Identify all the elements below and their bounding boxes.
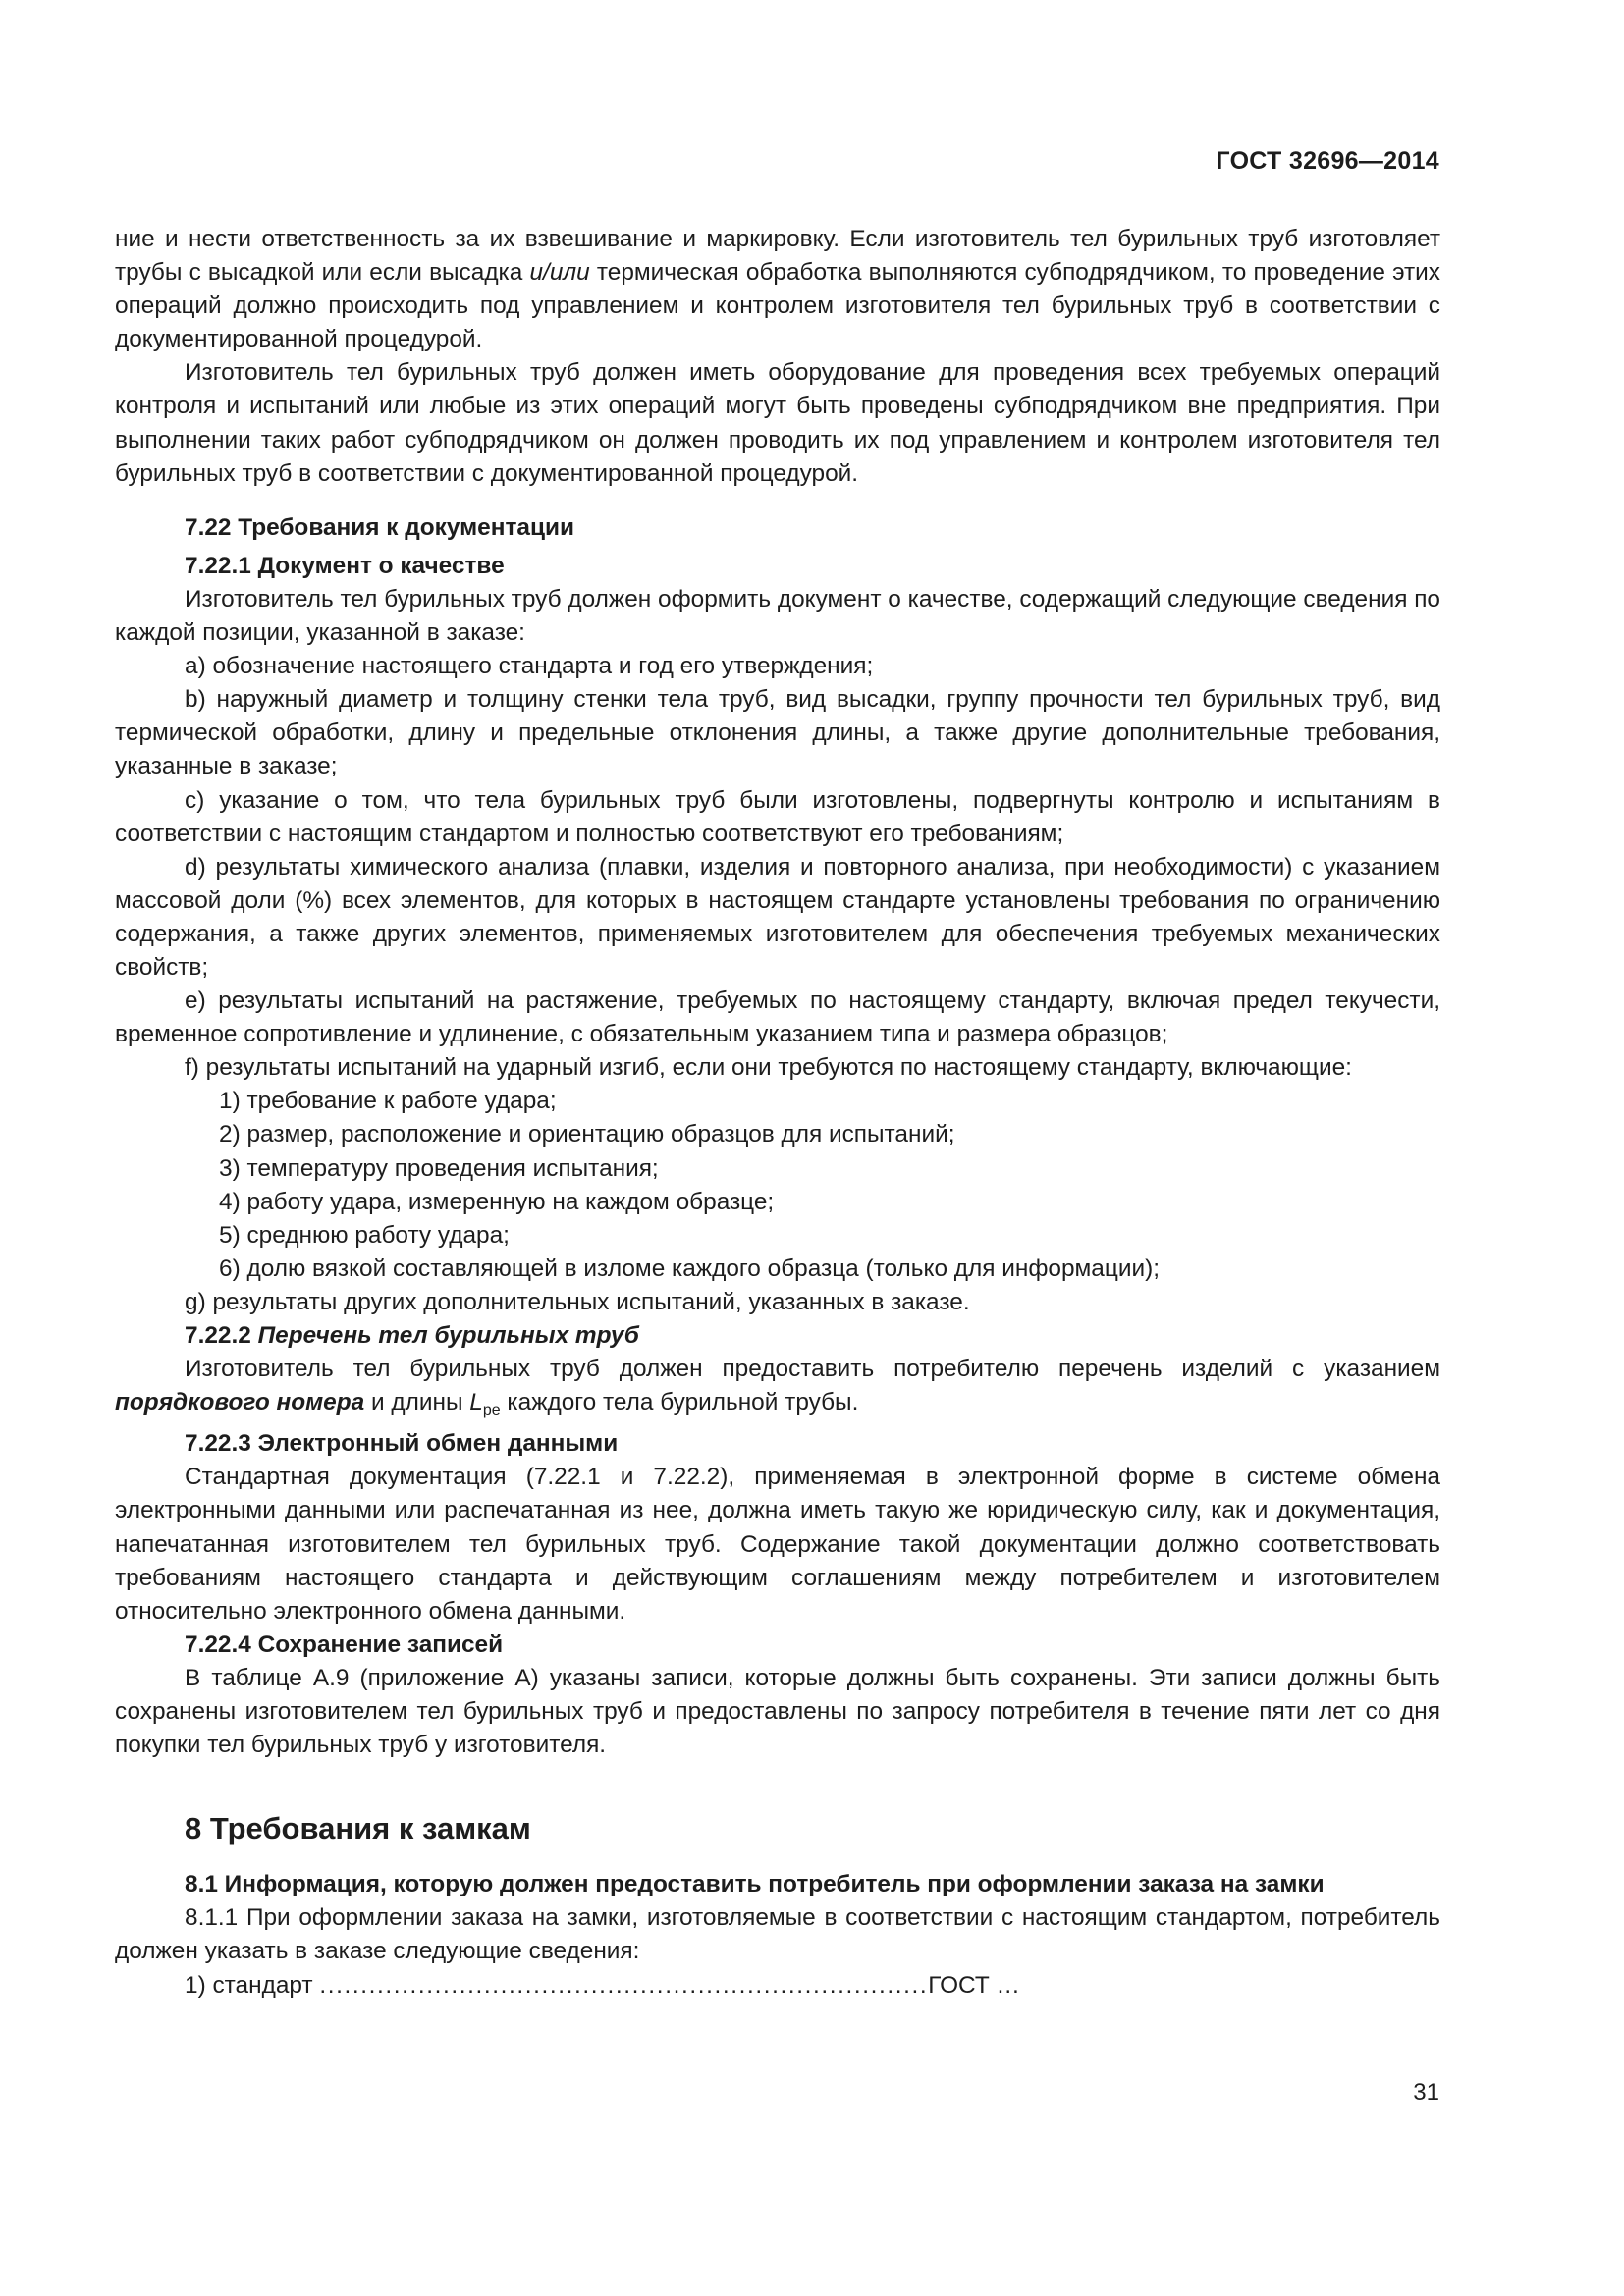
section-title-7-22-3: 7.22.3 Электронный обмен данными [185,1430,619,1458]
paragraph-8-1-1: 8.1.1 При оформлении заказа на замки, изготовляемые в соответствии с настоящим стандартом, потребитель должен указать в заказе следующие сведения: [115,1904,1440,1965]
list-item-a: a) обозначение настоящего стандарта и год его утверждения; [185,653,874,680]
list-item-e: e) результаты испытаний на растяжение, требуемых по настоящему стандарту, включая предел текучести, временное сопротивление и удлинение, с обязательным указанием типа и размера образцов; [115,988,1440,1048]
symbol-L: L [469,1389,483,1416]
paragraph-equipment: Изготовитель тел бурильных труб должен иметь оборудование для проведения всех требуемых операций контроля и испытаний или любые из этих операций могут быть проведены субподрядчиком вне предприятия. При выполнении таких работ субподрядчиком он должен проводить их под управлением и контролем изготовителя тел бурильных труб в соответствии с документированной процедурой. [115,359,1440,487]
bold-italic-text: порядкового номера [115,1389,365,1416]
paragraph-continuation [115,223,1440,356]
text-run: Изготовитель тел бурильных труб должен предоставить потребителю перечень изделий с указанием [185,1356,1440,1383]
section-title-8: 8 Требования к замкам [185,1811,531,1846]
sub-item-3: 3) температуру проведения испытания; [219,1154,659,1182]
document-header: ГОСТ 32696—2014 [1216,147,1439,175]
section-number: 7.22.2 [185,1322,258,1349]
paragraph-edi: Стандартная документация (7.22.1 и 7.22.2), применяемая в электронной форме в системе обмена электронными данными или распечатанная из нее, должна иметь такую же юридическую силу, как и документация, напечатанная изготовителем тел бурильных труб. Содержание такой документации должно соответствовать требованиям настоящего стандарта и действующим соглашениям между потребителем и изготовителем относительно электронного обмена данными. [115,1464,1440,1625]
text-run: ние и нести ответственность за их взвешивание и маркировку. Если изготовитель тел бурильных труб изготовляет трубы с высадкой или если высадка [115,226,1440,287]
italic-text: и/или [529,259,590,287]
list-item-c: c) указание о том, что тела бурильных труб были изготовлены, подвергнуты контролю и испытаниям в соответствии с настоящим стандартом и полностью соответствуют его требованиям; [115,786,1440,847]
list-item-d: d) результаты химического анализа (плавки, изделия и повторного анализа, при необходимости) с указанием массовой доли (%) всех элементов, для которых в настоящем стандарте установлены требования по ограничению содержания, а также других элементов, применяемых изготовителем для обеспечения требуемых механических свойств; [115,853,1440,981]
symbol-subscript: pe [482,1402,501,1419]
section-title-7-22: 7.22 Требования к документации [185,513,574,541]
section-title-text: Перечень тел бурильных труб [257,1322,639,1349]
sub-item-2: 2) размер, расположение и ориентацию образцов для испытаний; [219,1121,955,1148]
list-item-g: g) результаты других дополнительных испытаний, указанных в заказе. [185,1288,970,1315]
section-title-7-22-2 [115,1319,1440,1353]
item-value: ГОСТ … [928,1971,1020,1999]
document-body [115,223,1440,2002]
leader-dots: .......................................................................... [319,1971,929,1999]
sub-item-6: 6) долю вязкой составляющей в изломе каждого образца (только для информации); [219,1255,1160,1282]
list-item-f: f) результаты испытаний на ударный изгиб, если они требуются по настоящему стандарту, включающие: [185,1054,1352,1082]
item-label: 1) стандарт [185,1971,320,1999]
page-number: 31 [1413,2079,1439,2106]
list-item-b: b) наружный диаметр и толщину стенки тела труб, вид высадки, группу прочности тел бурильных труб, вид термической обработки, длину и предельные отклонения длины, а также другие дополнительные требования, указанные в заказе; [115,686,1440,780]
paragraph-records: В таблице А.9 (приложение А) указаны записи, которые должны быть сохранены. Эти записи должны быть сохранены изготовителем тел бурильных труб и предоставлены по запросу потребителя в течение пяти лет со дня покупки тел бурильных труб у изготовителя. [115,1664,1440,1759]
text-run: термическая обработка выполняются субподрядчиком, то проведение этих операций должно происходить под управлением и контролем изготовителя тел бурильных труб в соответствии с документированной процедурой. [115,259,1440,353]
section-title-7-22-1: 7.22.1 Документ о качестве [185,552,505,579]
sub-item-5: 5) среднюю работу удара; [219,1221,510,1249]
text-run: каждого тела бурильной трубы. [500,1389,859,1416]
sub-item-4: 4) работу удара, измеренную на каждом образце; [219,1188,775,1215]
paragraph-quality-intro: Изготовитель тел бурильных труб должен оформить документ о качестве, содержащий следующие сведения по каждой позиции, указанной в заказе: [115,585,1440,647]
sub-item-1: 1) требование к работе удара; [219,1088,557,1115]
order-item-standard [115,1969,1440,2002]
section-title-7-22-4: 7.22.4 Сохранение записей [185,1630,504,1658]
text-run: и длины [364,1389,470,1416]
section-title-8-1: 8.1 Информация, которую должен предоставить потребитель при оформлении заказа на замки [185,1871,1325,1898]
paragraph-pipe-list [115,1353,1440,1427]
